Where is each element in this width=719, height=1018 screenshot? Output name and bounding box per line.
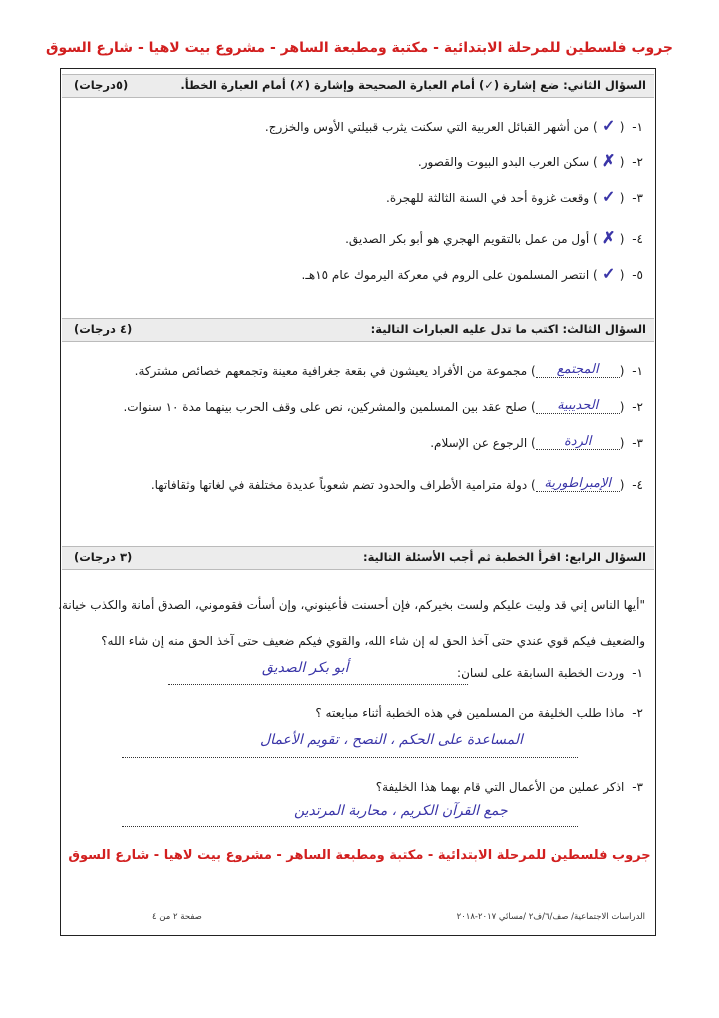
speech-passage-line: والضعيف فيكم قوي عندي حتى آخذ الحق له إن شاء الله، والقوي فيكم ضعيف حتى آخذ الحق منه إن شاء الله؟ <box>101 634 645 648</box>
q3-item: ٤- (الإمبراطورية) دولة مترامية الأطراف والحدود تضم شعوباً عديدة مختلفة في لغاتها وثقافاتها. <box>150 476 643 492</box>
answer-paren: (✓) <box>593 116 625 135</box>
check-mark: ✓ <box>601 187 616 206</box>
item-number: ٢- <box>632 400 643 414</box>
answer-paren: (✓) <box>593 264 625 283</box>
footer-course-info: الدراسات الاجتماعية/ صف/٦/ف٢ /مسائي ٢٠١٧-٢٠١٨ <box>456 912 645 922</box>
item-text: صلح عقد بين المسلمين والمشركين، نص على وقف الحرب بينهما مدة ١٠ سنوات. <box>123 400 528 414</box>
bottom-banner: جروب فلسطين للمرحلة الابتدائية - مكتبة ومطبعة الساهر - مشروع بيت لاهيا - شارع السوق <box>68 848 651 863</box>
q4-header <box>62 546 654 570</box>
cross-mark: ✗ <box>601 151 616 170</box>
q3-marks: (٤ درجات) <box>74 322 133 336</box>
q4-question <box>315 706 643 720</box>
item-number: ٢- <box>632 155 643 169</box>
q2-item <box>345 228 643 247</box>
speech-passage-line: "أيها الناس إني قد وليت عليكم ولست بخيركم، فإن أحسنت فأعينوني، وإن أسأت فقوموني، الصدق أمانة والكذب خيانة، <box>58 598 645 612</box>
item-number: ٢- <box>632 706 643 720</box>
handwritten-answer: الإمبراطورية <box>544 476 611 491</box>
q2-header <box>62 74 654 98</box>
item-text: الرجوع عن الإسلام. <box>430 436 528 450</box>
q4-title: السؤال الرابع: اقرأ الخطبة ثم أجب الأسئلة التالية: <box>362 550 646 564</box>
q2-item <box>386 187 643 206</box>
check-mark: ✓ <box>601 264 616 283</box>
question-text: وردت الخطبة السابقة على لسان: <box>457 666 625 680</box>
q4-marks: (٣ درجات) <box>74 550 133 564</box>
item-number: ١- <box>632 364 643 378</box>
q3-item: ١- (المجتمع) مجموعة من الأفراد يعيشون في بقعة جغرافية معينة وتجمعهم خصائص مشتركة. <box>134 362 643 378</box>
item-text: سكن العرب البدو البيوت والقصور. <box>417 155 590 169</box>
q2-item <box>302 264 643 283</box>
item-text: من أشهر القبائل العربية التي سكنت يثرب قبيلتي الأوس والخزرج. <box>264 120 590 134</box>
handwritten-answer: المساعدة على الحكم ، النصح ، تقويم الأعمال <box>260 732 523 748</box>
answer-paren: (✗) <box>593 228 625 247</box>
item-text: أول من عمل بالتقويم الهجري هو أبو بكر الصديق. <box>345 232 590 246</box>
q2-item <box>265 116 643 135</box>
answer-paren: (✗) <box>593 151 625 170</box>
q2-title: السؤال الثاني: ضع إشارة (✓) أمام العبارة الصحيحة وإشارة (✗) أمام العبارة الخطأ. <box>180 78 646 92</box>
handwritten-answer: الردة <box>564 434 592 449</box>
q4-question <box>376 780 643 794</box>
check-mark: ✓ <box>601 116 616 135</box>
handwritten-answer: المجتمع <box>556 362 599 377</box>
handwritten-answer: جمع القرآن الكريم ، محاربة المرتدين <box>294 803 508 819</box>
handwritten-answer: الحديبية <box>557 398 599 413</box>
answer-line <box>122 825 578 827</box>
item-number: ٤- <box>632 232 643 246</box>
q4-question <box>457 666 643 680</box>
item-number: ١- <box>632 666 643 680</box>
item-text: دولة مترامية الأطراف والحدود تضم شعوباً عديدة مختلفة في لغاتها وثقافاتها. <box>150 478 528 492</box>
item-number: ٣- <box>632 191 643 205</box>
item-text: وقعت غزوة أحد في السنة الثالثة للهجرة. <box>386 191 590 205</box>
item-number: ٤- <box>632 478 643 492</box>
top-banner: جروب فلسطين للمرحلة الابتدائية - مكتبة ومطبعة الساهر - مشروع بيت لاهيا - شارع السوق <box>45 40 674 56</box>
footer-page-number: صفحة ٢ من ٤ <box>152 912 202 922</box>
item-number: ٣- <box>632 436 643 450</box>
q3-item: ٢- (الحديبية) صلح عقد بين المسلمين والمشركين، نص على وقف الحرب بينهما مدة ١٠ سنوات. <box>123 398 643 414</box>
q2-marks: (٥درجات) <box>74 78 129 92</box>
q3-header <box>62 318 654 342</box>
answer-paren: (✓) <box>593 187 625 206</box>
item-text: مجموعة من الأفراد يعيشون في بقعة جغرافية معينة وتجمعهم خصائص مشتركة. <box>134 364 528 378</box>
item-number: ٣- <box>632 780 643 794</box>
question-text: اذكر عملين من الأعمال التي قام بهما هذا الخليفة؟ <box>375 780 625 794</box>
q3-item: ٣- (الردة) الرجوع عن الإسلام. <box>430 434 643 450</box>
handwritten-answer: أبو بكر الصديق <box>262 660 349 676</box>
answer-line <box>168 683 468 685</box>
q3-title: السؤال الثالث: اكتب ما تدل عليه العبارات التالية: <box>370 322 646 336</box>
item-number: ٥- <box>632 268 643 282</box>
answer-line <box>122 756 578 758</box>
q2-item <box>418 151 643 170</box>
item-text: انتصر المسلمون على الروم في معركة اليرموك عام ١٥هـ. <box>301 268 590 282</box>
item-number: ١- <box>632 120 643 134</box>
cross-mark: ✗ <box>601 228 616 247</box>
question-text: ماذا طلب الخليفة من المسلمين في هذه الخطبة أثناء مبايعته ؟ <box>315 706 625 720</box>
